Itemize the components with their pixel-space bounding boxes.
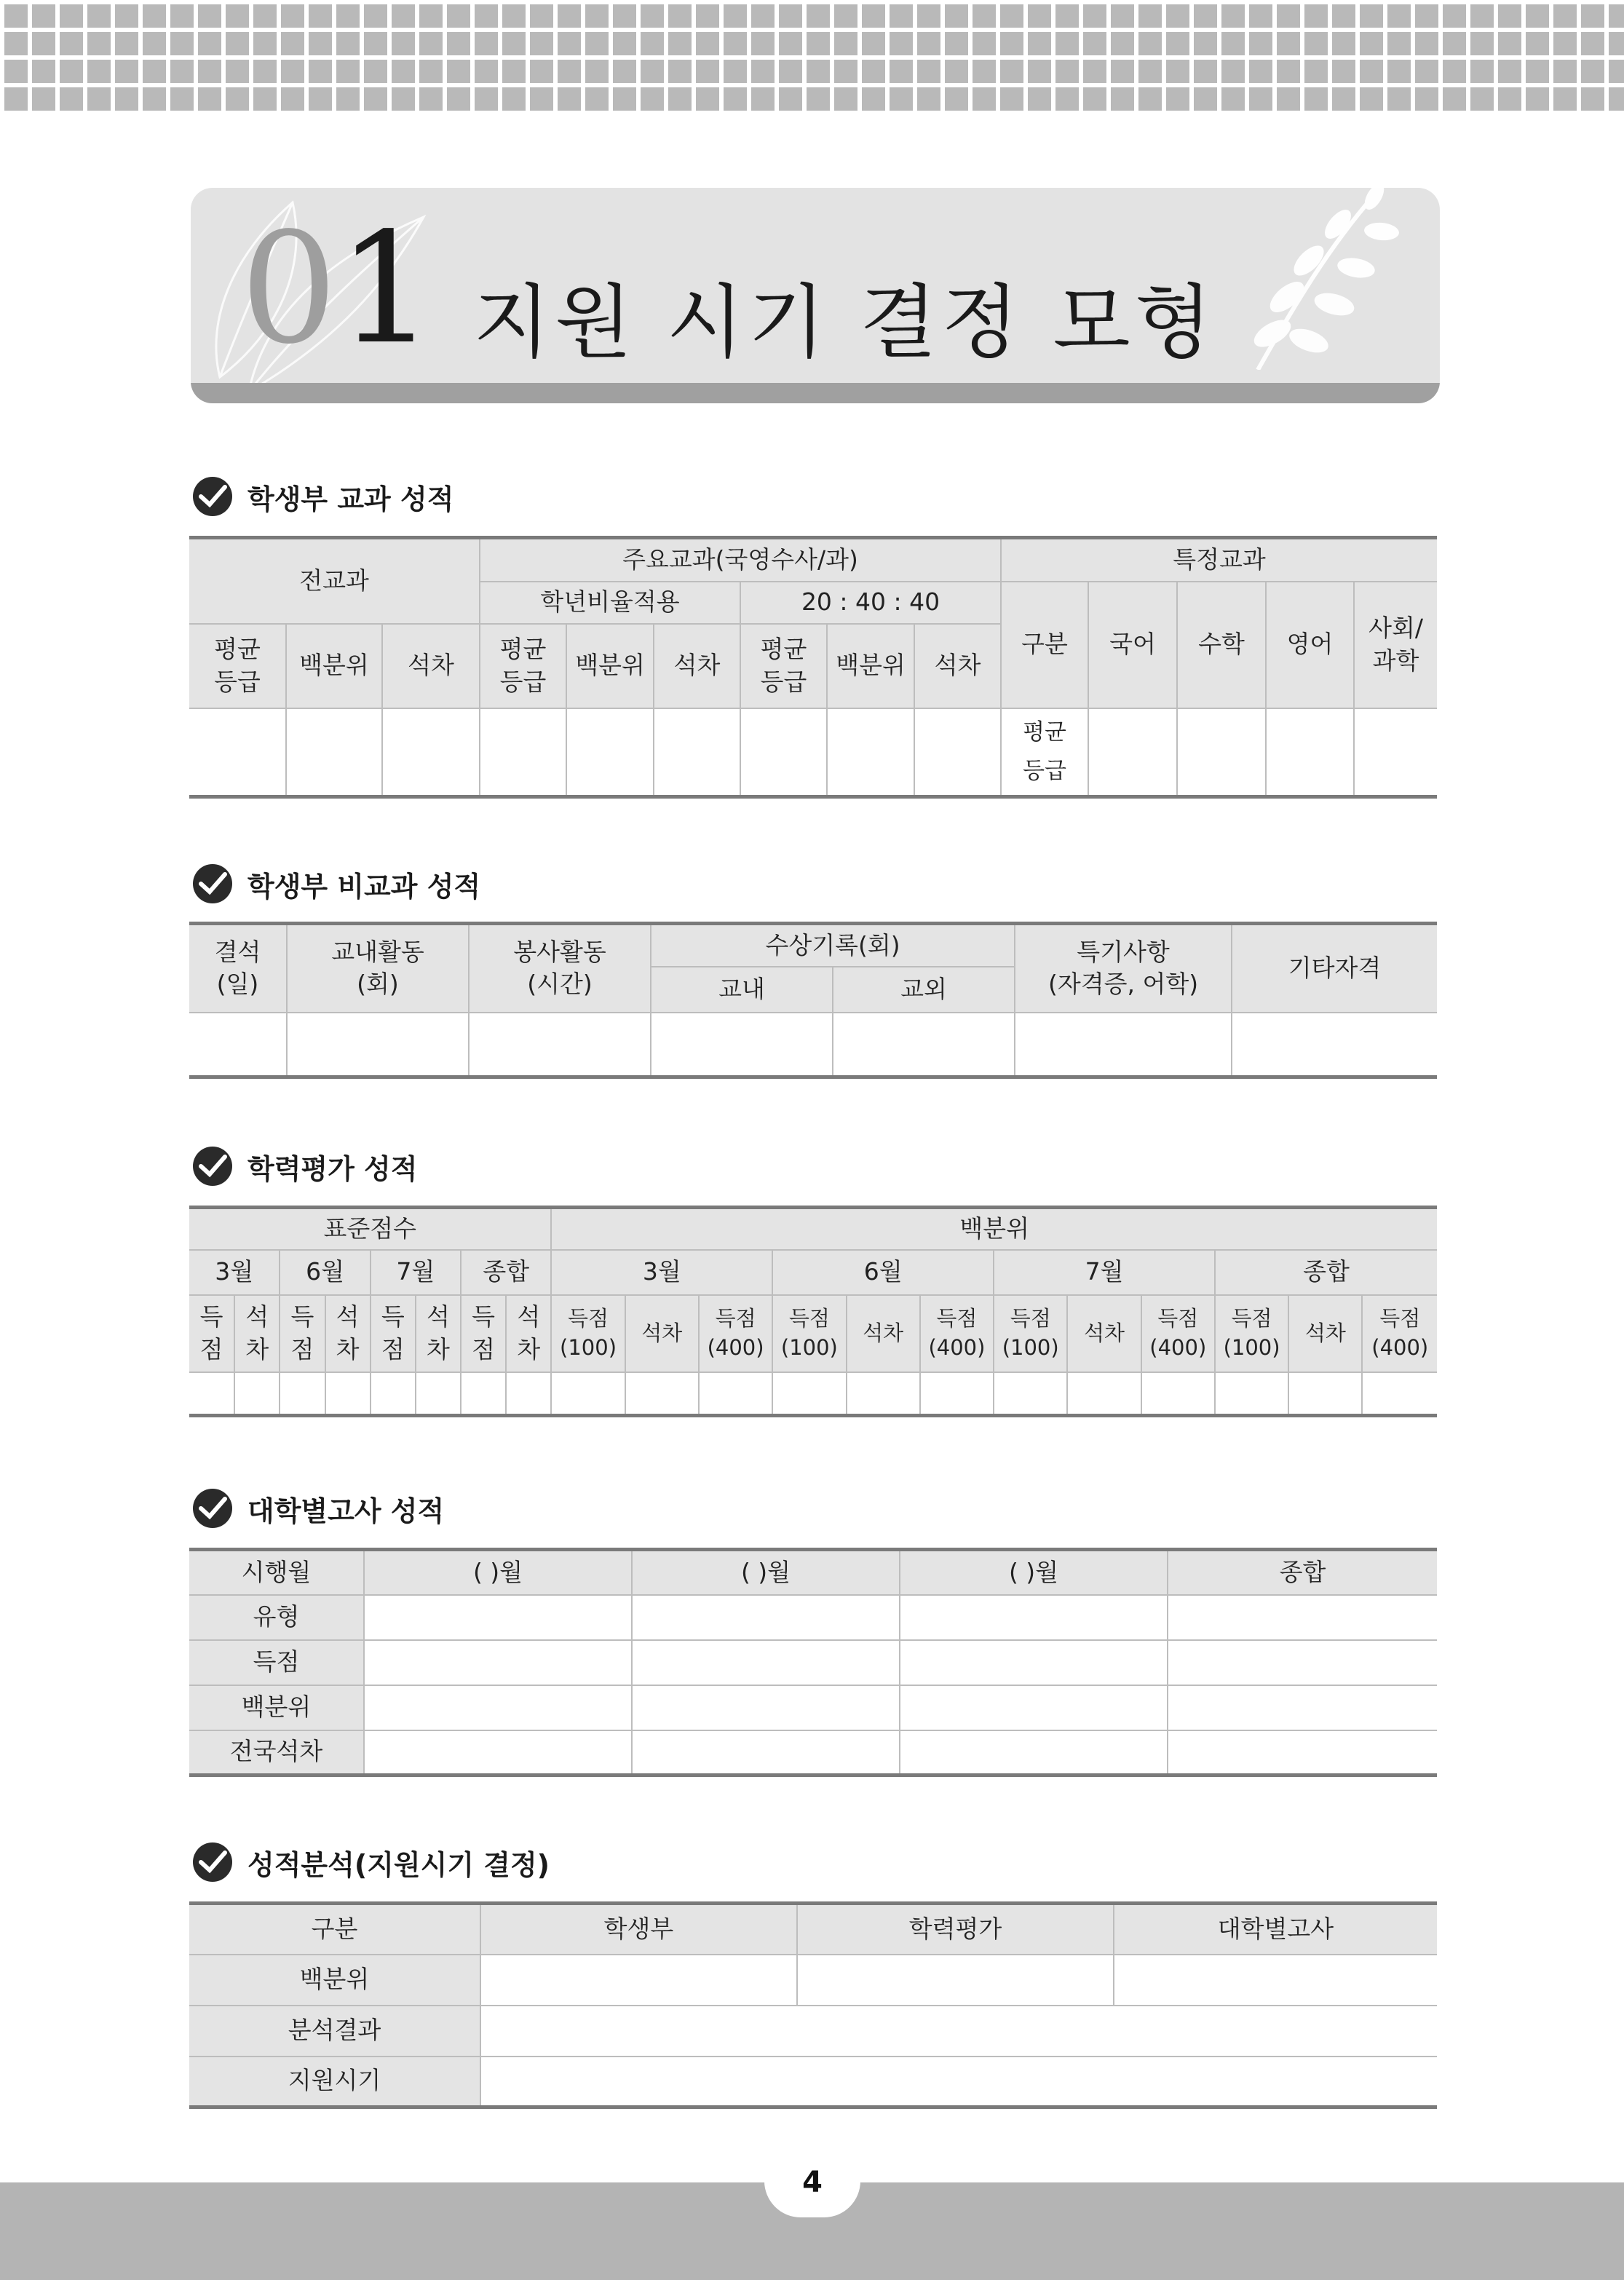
branch-decoration-icon bbox=[1229, 188, 1418, 370]
table-row: 지원시기 bbox=[189, 2057, 1437, 2107]
check-icon bbox=[191, 1840, 234, 1884]
table-row bbox=[189, 1013, 1437, 1077]
check-icon bbox=[191, 1487, 234, 1530]
section-heading: 대학별고사 성적 bbox=[191, 1487, 444, 1530]
score-analysis-table: 구분 학생부 학력평가 대학별고사 백분위 분석결과 지원시기 bbox=[189, 1901, 1437, 2109]
mock-exam-score-table: 표준점수 백분위 3월 6월 7월 종합 3월 6월 7월 종합 득 점 석 차 득 점 석 차 득 점 석 차 득 점 석 차 득점 (100) 석차 득점 (400) 득점 (100) 석차 득점 (400) 득점 (100) 석차 득점 (400) 득점 (100) 석차 득점 (400) bbox=[189, 1206, 1437, 1417]
table-row: 분석결과 bbox=[189, 2006, 1437, 2057]
table-row: 득점 bbox=[189, 1640, 1437, 1685]
table-row bbox=[189, 1372, 1437, 1416]
school-record-subject-table: 전교과 주요교과(국영수사/과) 특정교과 학년비율적용 20 : 40 : 40 구분 국어 수학 영어 사회/ 과학 평균 등급 백분위 석차 평균 등급 백분위 석차 평균 등급 백분위 석차 평균 등급 bbox=[189, 536, 1437, 799]
school-record-extracurricular-table: 결석 (일) 교내활동 (회) 봉사활동 (시간) 수상기록(회) 특기사항 (자격증, 어학) 기타자격 교내 교외 bbox=[189, 922, 1437, 1079]
chapter-number: 01 bbox=[240, 199, 435, 378]
header-grid-pattern bbox=[0, 0, 1624, 114]
section-heading: 학력평가 성적 bbox=[191, 1144, 417, 1188]
section-heading: 성적분석(지원시기 결정) bbox=[191, 1840, 550, 1884]
check-icon bbox=[191, 1144, 234, 1188]
section-heading: 학생부 비교과 성적 bbox=[191, 862, 480, 906]
chapter-title: 지원 시기 결정 모형 bbox=[473, 276, 1216, 369]
table-row: 백분위 bbox=[189, 1955, 1437, 2006]
check-icon bbox=[191, 862, 234, 906]
title-bottom-bar bbox=[191, 383, 1440, 403]
table-row: 유형 bbox=[189, 1595, 1437, 1640]
check-icon bbox=[191, 475, 234, 518]
section-heading: 학생부 교과 성적 bbox=[191, 475, 453, 518]
table-row: 전국석차 bbox=[189, 1730, 1437, 1776]
table-row: 평균 등급 bbox=[189, 708, 1437, 797]
table-row: 백분위 bbox=[189, 1685, 1437, 1730]
university-exam-table: 시행월 ( )월 ( )월 ( )월 종합 유형 득점 백분위 전국석차 bbox=[189, 1548, 1437, 1777]
page-number: 4 bbox=[764, 2153, 860, 2217]
